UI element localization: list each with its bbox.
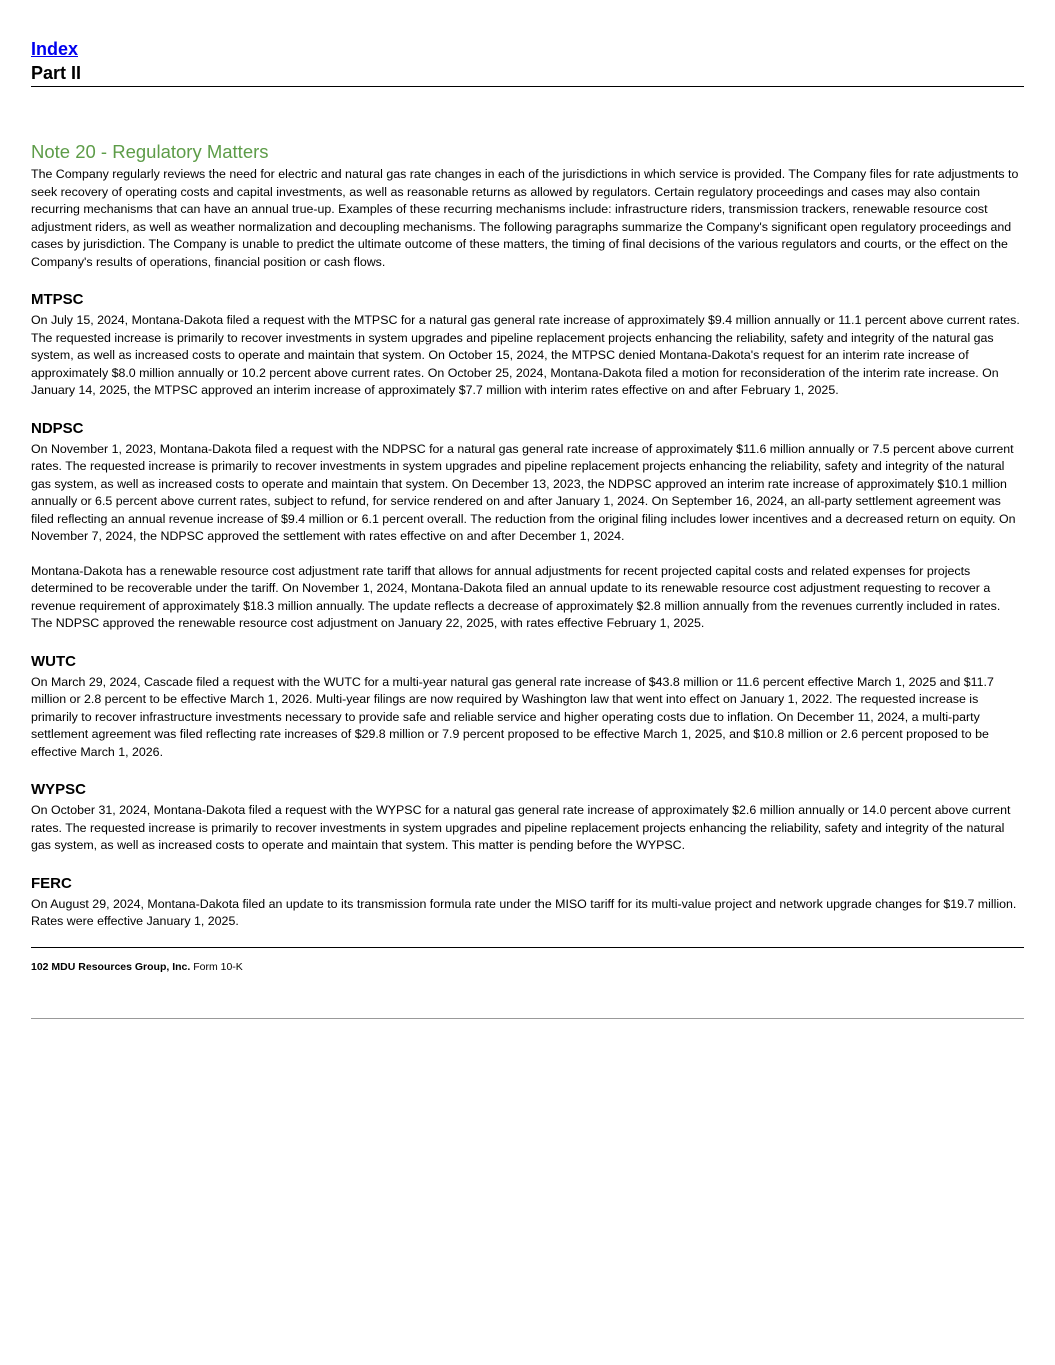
footer-divider (31, 947, 1024, 948)
wypsc-paragraph: On October 31, 2024, Montana-Dakota filed a request with the WYPSC for a natural gas general rate increase of approximately $2.6 million annually or 14.0 percent above current rates. The requested increase is primarily to recover investments in system upgrades and pipeline replacement projects enhancing the reliability, safety and integrity of the natural gas system, as well as increased costs to operate and maintain that system. This matter is pending before the WYPSC. (31, 803, 1011, 852)
mtpsc-paragraph: On July 15, 2024, Montana-Dakota filed a request with the MTPSC for a natural gas general rate increase of approximately $9.4 million annually or 11.1 percent above current rates. The requested increase is primarily to recover investments in system upgrades and pipeline replacement projects enhancing the reliability, safety and integrity of the natural gas system, as well as increased costs to operate and maintain that system. On October 15, 2024, the MTPSC denied Montana-Dakota's request for an interim rate increase of approximately $8.0 million annually or 10.2 percent above current rates. On October 25, 2024, Montana-Dakota filed a motion for reconsideration of the interim rate increase. On January 14, 2025, the MTPSC approved an interim increase of approximately $7.7 million with interim rates effective on and after February 1, 2025. (31, 313, 1020, 397)
section-heading-ferc: FERC (31, 874, 72, 892)
footer-company: 102 MDU Resources Group, Inc. (31, 961, 191, 973)
page-footer (31, 960, 243, 974)
part-label: Part II (31, 63, 82, 83)
section-heading-wypsc: WYPSC (31, 781, 87, 798)
ferc-paragraph: On August 29, 2024, Montana-Dakota filed an update to its transmission formula rate under the MISO tariff for its multi-value project and network upgrade changes for $19.7 million. Rates were effective January 1, 2025. (31, 896, 1017, 928)
note-content (31, 140, 1024, 931)
page-end-divider (31, 1018, 1024, 1019)
section-heading-wutc: WUTC (31, 652, 76, 670)
note-intro-paragraph: The Company regularly reviews the need for electric and natural gas rate changes in each of the jurisdictions in which service is provided. The Company files for rate adjustments to seek recovery of operating costs and capital investments, as well as reasonable returns as allowed by regulators. Certain regulatory proceedings and cases may also contain recurring mechanisms that can have an annual true-up. Examples of these recurring mechanisms include: infrastructure riders, transmission trackers, renewable resource cost adjustment riders, as well as weather normalization and decoupling mechanisms. The following paragraphs summarize the Company's significant open regulatory proceedings and cases by jurisdiction. The Company is unable to predict the ultimate outcome of these matters, the timing of final decisions of the various regulators and courts, or the effect on the Company's results of operations, financial position or cash flows. (31, 167, 1019, 269)
section-heading-mtpsc: MTPSC (31, 291, 84, 308)
ndpsc-paragraph-1: On November 1, 2023, Montana-Dakota filed a request with the NDPSC for a natural gas general rate increase of approximately $11.6 million annually or 7.5 percent above current rates. The requested increase is primarily to recover investments in system upgrades and pipeline replacement projects enhancing the reliability, safety and integrity of the natural gas system, as well as increased costs to operate and maintain that system. On December 13, 2023, the NDPSC approved an interim rate increase of approximately $10.1 million annually or 6.5 percent above current rates, subject to refund, for service rendered on and after January 1, 2024. On September 16, 2024, an all-party settlement agreement was filed reflecting an annual revenue increase of $9.4 million or 6.1 percent overall. The reduction from the original filing includes lower incentives and a decreased return on equity. On November 7, 2024, the NDPSC approved the settlement with rates effective on and after December 1, 2024. (31, 441, 1016, 543)
section-heading-ndpsc: NDPSC (31, 419, 84, 437)
note-title: Note 20 - Regulatory Matters (31, 141, 269, 162)
paragraph-gap (31, 546, 1024, 563)
footer-form: Form 10-K (193, 961, 243, 973)
ndpsc-paragraph-2: Montana-Dakota has a renewable resource cost adjustment rate tariff that allows for annual adjustments for recent projected capital costs and related expenses for projects determined to be recoverable under the tariff. On November 1, 2024, Montana-Dakota filed an annual update to its renewable resource cost adjustment requesting to recover a revenue requirement of approximately $18.3 million annually. The update reflects a decrease of approximately $2.8 million annually from the revenues currently included in rates. The NDPSC approved the renewable resource cost adjustment on January 22, 2025, with rates effective February 1, 2025. (31, 563, 1001, 630)
wutc-paragraph: On March 29, 2024, Cascade filed a request with the WUTC for a multi-year natural gas general rate increase of $43.8 million or 11.6 percent effective March 1, 2025 and $11.7 million or 2.8 percent to be effective March 1, 2026. Multi-year filings are now required by Washington law that went into effect on January 1, 2022. The requested increase is primarily to recover infrastructure investments necessary to provide safe and reliable service and higher operating costs due to inflation. On December 11, 2024, a multi-party settlement agreement was filed reflecting rate increases of $29.8 million or 7.9 percent proposed to be effective March 1, 2025, and $10.8 million or 2.6 percent proposed to be effective March 1, 2026. (31, 674, 994, 759)
index-link[interactable]: Index (31, 39, 79, 59)
header-divider (31, 86, 1024, 87)
